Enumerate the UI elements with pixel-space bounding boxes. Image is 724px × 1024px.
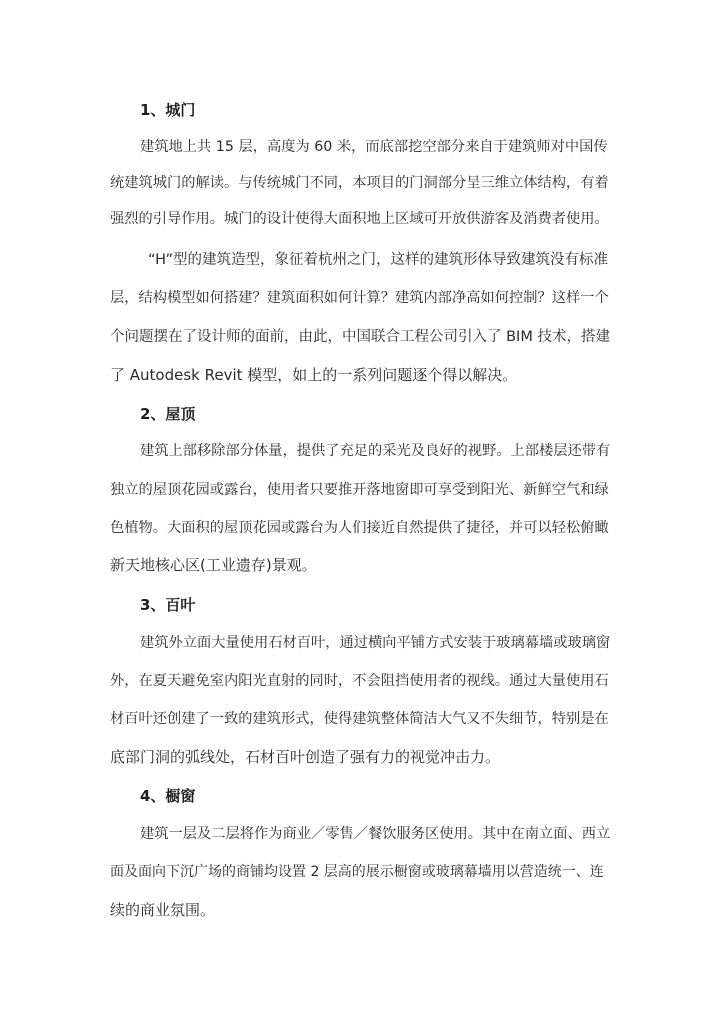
section-heading-1: 1、城门 <box>140 101 196 119</box>
paragraph-line: 个问题摆在了设计师的面前，由此，中国联合工程公司引入了 BIM 技术，搭建 <box>110 329 610 345</box>
paragraph-line: 底部门洞的弧线处，石材百叶创造了强有力的视觉冲击力。 <box>110 748 501 766</box>
paragraph-line: 强烈的引导作用。城门的设计使得大面积地上区域可开放供游客及消费者使用。 <box>110 211 609 227</box>
paragraph-line: 色植物。大面积的屋顶花园或露台为人们接近自然提供了捷径，并可以轻松俯瞰 <box>110 520 609 536</box>
section-heading-2: 2、屋顶 <box>140 405 196 423</box>
paragraph-line: “H”型的建筑造型，象征着杭州之门，这样的建筑形体导致建筑没有标准 <box>148 252 609 268</box>
paragraph-line: 建筑地上共 15 层，高度为 60 米，而底部挖空部分来自于建筑师对中国传 <box>140 139 608 155</box>
paragraph-line: 独立的屋顶花园或露台，使用者只要推开落地窗即可享受到阳光、新鲜空气和绿 <box>110 482 609 498</box>
paragraph-line: 面及面向下沉广场的商铺均设置 2 层高的展示橱窗或玻璃幕墙用以营造统一、连 <box>110 864 604 880</box>
paragraph-line: 统建筑城门的解读。与传统城门不同，本项目的门洞部分呈三维立体结构，有着 <box>110 175 609 191</box>
paragraph-line: 建筑一层及二层将作为商业／零售／餐饮服务区使用。其中在南立面、西立 <box>140 826 611 842</box>
paragraph-line: 建筑上部移除部分体量，提供了充足的采光及良好的视野。上部楼层还带有 <box>140 443 611 459</box>
paragraph-line: 新天地核心区(工业遗存)景观。 <box>110 556 317 574</box>
paragraph-line: 外，在夏天避免室内阳光直射的同时，不会阻挡使用者的视线。通过大量使用石 <box>110 673 609 689</box>
paragraph-line: 了 Autodesk Revit 模型，如上的一系列问题逐个得以解决。 <box>110 366 518 384</box>
paragraph-line: 续的商业氛围。 <box>110 901 216 919</box>
paragraph-line: 材百叶还创建了一致的建筑形式，使得建筑整体简洁大气又不失细节，特别是在 <box>110 711 609 727</box>
paragraph-line: 层，结构模型如何搭建？建筑面积如何计算？建筑内部净高如何控制？这样一个 <box>110 290 609 306</box>
section-heading-3: 3、百叶 <box>140 596 196 614</box>
section-heading-4: 4、橱窗 <box>140 787 196 805</box>
paragraph-line: 建筑外立面大量使用石材百叶，通过横向平铺方式安装于玻璃幕墙或玻璃窗 <box>140 635 611 651</box>
